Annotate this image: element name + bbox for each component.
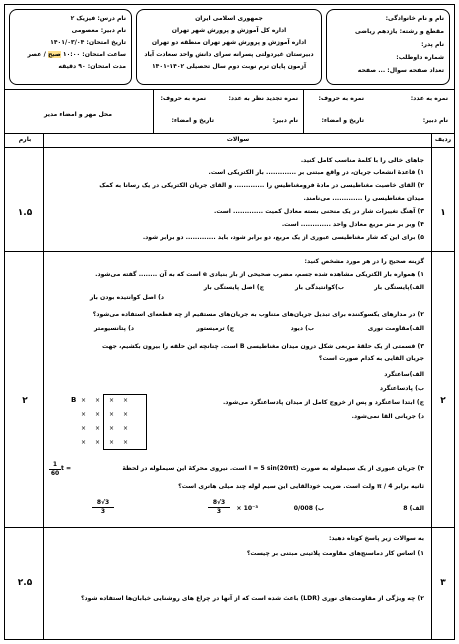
q2-p3-option-d[interactable]: د) جریانی القا نمی‌شود. <box>351 413 424 420</box>
question-3-item-1: ۱) اساس کار دماسنج‌های مقاومت پلاتینی مبتنی بر چیست؟ <box>246 550 424 557</box>
question-1-item-2-cont: میدان مغناطیسی را ............. می‌نامند. <box>303 195 424 202</box>
father-name-field[interactable]: نام پدر: <box>421 41 444 48</box>
exam-time <box>28 51 126 59</box>
question-1-item-1: ۱) قاعدهٔ انشعاب جریان، در واقع مبتنی بر ............. بار الکتریکی است. <box>208 169 424 176</box>
field-cross: × <box>81 425 87 432</box>
question-1-title: جاهای خالی را با کلمهٔ مناسب کامل کنید. <box>300 157 424 164</box>
score-text-label[interactable]: نمره به حروف: <box>318 95 364 102</box>
p4-option-d-denominator: 3 <box>92 507 114 516</box>
question-1-item-4: ۴) وبر بر متر مربع معادل واحد ............. است. <box>281 221 424 228</box>
question-2-part-1: ۱) همواره بار الکتریکی مشاهده شده جسم، مضرب صحیحی از بار بنیادی e است که به آن ........ گفته می‌شود. <box>95 271 424 278</box>
question-1-item-3: ۳) آهنگ تغییرات شار در یک منحنی بسته معادل کمیت ............. است. <box>214 208 424 215</box>
field-cross: × <box>81 411 87 418</box>
question-1-item-5: ۵) برای این که شار مغناطیسی عبوری از یک مربع، دو برابر شود، باید ............. دو برابر شود. <box>142 234 424 241</box>
grades-divider-2 <box>153 89 154 133</box>
q2-p4-option-d-fraction[interactable] <box>92 499 114 516</box>
exam-sheet <box>4 4 455 640</box>
question-3-item-2: ۲) چه ویژگی از مقاومت‌های نوری (LDR) باعث شده است که از آنها در چراغ های روشنایی خیابان‌ها استفاده شود؟ <box>80 595 424 602</box>
q2-p3-option-c[interactable]: ج) ابتدا ساعتگرد و پس از خروج کامل از میدان پادساعتگرد می‌شود. <box>222 399 424 406</box>
field-cross: × <box>109 425 115 432</box>
exam-duration: مدت امتحان: ۹۰ دقیقه <box>58 63 126 70</box>
office-district: اداره آموزش و پرورش شهر تهران منطقه دو تهران <box>151 39 307 46</box>
column-header-row: ردیف <box>434 136 452 143</box>
field-cross: × <box>95 411 101 418</box>
square-loop <box>103 394 147 450</box>
question-2-title: گزینه صحیح را در هر مورد مشخص کنید: <box>304 258 424 265</box>
field-label-b: B <box>71 396 77 404</box>
field-cross: × <box>109 397 115 404</box>
date-sign-label-2: تاریخ و امضاء: <box>171 117 214 124</box>
question-2-part-2: ۲) در مدارهای یکسوکننده برای تبدیل جریان‌های متناوب به جریان‌های مستقیم از چه قطعه‌ای استفاده می‌شود؟ <box>92 311 424 318</box>
question-3-title: به سوالات زیر پاسخ کوتاه دهید: <box>328 535 424 542</box>
q2-p3-option-a[interactable]: الف)ساعتگرد <box>384 371 424 378</box>
teacher-name: نام دبیر: معصومی <box>71 27 126 34</box>
q2-p4-option-c-fraction[interactable] <box>208 499 230 516</box>
teacher-name-label-2: نام دبیر: <box>272 117 298 124</box>
question-1-item-2: ۲) القای خاصیت مغناطیسی در مادهٔ فرومغناطیس را ............. و القای جریان الکتریکی در یک رسانا به کمک <box>99 182 424 189</box>
grades-divider-1 <box>303 89 304 133</box>
table-top-line <box>5 133 454 134</box>
table-header-line <box>5 147 454 148</box>
review-text-label[interactable]: نمره به حروف: <box>160 95 206 102</box>
question-2-part-3-line-1: ۳) قسمتی از یک حلقهٔ مربعی شکل درون میدان مغناطیسی B است. چنانچه این حلقه را بیرون بکشیم، جهت <box>102 343 424 350</box>
q2-p3-option-b[interactable]: ب) پادساعتگرد <box>379 385 424 392</box>
page-count-field: تعداد صفحه سوال: ... صفحه <box>357 67 444 74</box>
q2-p2-option-b[interactable]: ب) دیود <box>290 325 314 332</box>
grades-top-line <box>5 89 454 90</box>
question-2-score: ۲ <box>22 396 28 406</box>
course-name: نام درس: فیزیک ۲ <box>70 15 126 22</box>
p4-time-label: t = <box>61 465 72 472</box>
p4-time-denominator: 60 <box>50 470 60 477</box>
exam-time-selected: صبح <box>47 51 61 58</box>
question-2-part-4-line-2: ثانیه برابر π / 4 ولت است. ضریب خودالقایی این سیم لوله چند میلی هانری است؟ <box>178 483 424 490</box>
q2-p1-option-b[interactable]: ب)کوانتیدگی بار <box>294 284 344 291</box>
q2-p4-option-a[interactable]: الف) 8 <box>403 505 424 512</box>
q2-p1-option-d[interactable]: د) اصل کوانتیده بودن بار <box>89 294 164 301</box>
score-number-label[interactable]: نمره به عدد: <box>410 95 448 102</box>
field-cross: × <box>109 411 115 418</box>
p4-option-c-denominator: 3 <box>208 507 230 516</box>
review-number-label[interactable]: نمره تجدید نظر به عدد: <box>228 95 298 102</box>
question-2-part-4-line-1: ۴) جریان عبوری از یک سیملوله به صورت I = 5 sin(20πt) است. نیروی محرکهٔ این سیملوله در لحظهٔ <box>122 465 424 472</box>
field-cross: × <box>123 411 129 418</box>
field-cross: × <box>95 425 101 432</box>
student-name-field[interactable]: نام و نام خانوادگی: <box>385 15 444 22</box>
q2-p2-option-a[interactable]: الف)مقاومت نوری <box>367 325 424 332</box>
q2-p4-option-b[interactable]: ب) 0/008 <box>293 505 324 512</box>
teacher-name-label-1: نام دبیر: <box>422 117 448 124</box>
question-2-part-3-line-2: جریان القایی به کدام صورت است؟ <box>318 355 424 362</box>
exam-time-prefix: ساعت امتحان: ۱۰:۰۰ <box>62 51 126 58</box>
field-cross: × <box>123 397 129 404</box>
exam-date: تاریخ امتحان: ۱۴۰۱/۰۳/۰۴ <box>50 39 126 46</box>
question-3-number: ۳ <box>440 578 446 588</box>
principal-seal-label: محل مهر و امضاء مدیر <box>43 111 113 118</box>
p4-option-c-numerator: 8√3 <box>212 499 226 506</box>
field-cross: × <box>81 439 87 446</box>
field-cross: × <box>95 397 101 404</box>
question-1-score: ۱.۵ <box>17 208 33 218</box>
column-header-questions: سوالات <box>226 136 250 143</box>
question-3-score: ۲.۵ <box>17 578 33 588</box>
q2-p1-option-a[interactable]: الف)پایستگی بار <box>374 284 424 291</box>
field-cross: × <box>109 439 115 446</box>
field-cross: × <box>123 439 129 446</box>
p4-option-d-numerator: 8√3 <box>96 499 110 506</box>
republic-title: جمهوری اسلامی ایران <box>195 15 263 22</box>
question-1-bottom-line <box>5 251 454 252</box>
student-level-field: مقطع و رشته: یازدهم ریاضی <box>354 28 444 35</box>
q2-p2-option-d[interactable]: د) پتانسیومتر <box>94 325 134 332</box>
school-name: دبیرستان غیردولتی پسرانه سرای دانش واحد سعادت آباد <box>144 51 314 58</box>
column-header-score: بارم <box>18 136 32 143</box>
field-cross: × <box>95 439 101 446</box>
question-2-bottom-line <box>5 527 454 528</box>
question-2-number: ۲ <box>440 396 446 406</box>
p4-time-numerator: 1 <box>52 461 58 468</box>
date-sign-label-1: تاریخ و امضاء: <box>321 117 364 124</box>
q2-p4-option-c-exponent: × 10⁻³ <box>236 505 258 512</box>
office-general: اداره کل آموزش و پرورش شهر تهران <box>171 27 287 34</box>
question-1-number: ۱ <box>440 208 446 218</box>
exam-time-suffix: / عصر <box>27 51 46 58</box>
q2-p1-option-c[interactable]: ج) اصل پایستگی بار <box>203 284 264 291</box>
candidate-number-field[interactable]: شماره داوطلب: <box>396 54 444 61</box>
p4-time-fraction <box>49 461 61 478</box>
field-cross: × <box>81 397 87 404</box>
magnetic-field-diagram <box>71 397 151 453</box>
field-cross: × <box>123 425 129 432</box>
exam-title: آزمون پایان ترم نوبت دوم سال تحصیلی ۱۴۰۲-۱۴۰۱ <box>151 63 307 70</box>
q2-p2-option-c[interactable]: ج) ترمیستور <box>196 325 234 332</box>
